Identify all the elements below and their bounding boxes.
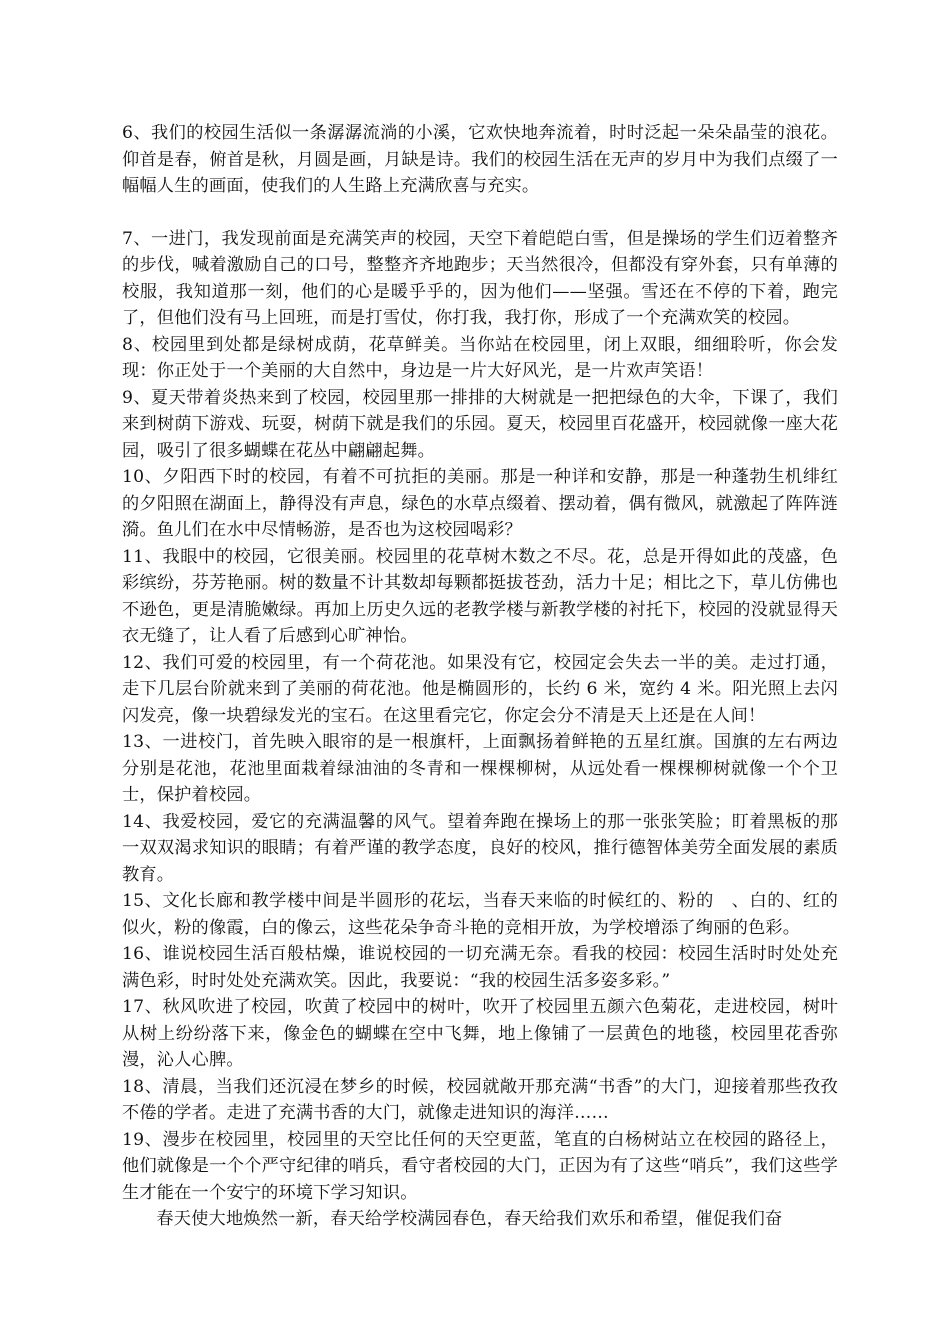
paragraph-7: 7、一进门，我发现前面是充满笑声的校园，天空下着皑皑白雪，但是操场的学生们迈着整齐的步伐，喊着激励自己的口号，整整齐齐地跑步；天当然很冷，但都没有穿外套，只有单薄的校服，我知道那一刻，他们的心是暖乎乎的，因为他们——坚强。雪还在不停的下着，跑完了，但他们没有马上回班，而是打雪仗，你打我，我打你，形成了一个充满欢笑的校园。 [122, 228, 838, 328]
paragraph-14: 14、我爱校园，爱它的充满温馨的风气。望着奔跑在操场上的那一张张笑脸；盯着黑板的那一双双渴求知识的眼睛；有着严谨的教学态度，良好的校风，推行德智体美劳全面发展的素质教育。 [122, 811, 838, 885]
paragraph-19: 19、漫步在校园里，校园里的天空比任何的天空更蓝，笔直的白杨树站立在校园的路径上，他们就像是一个个严守纪律的哨兵，看守者校园的大门，正因为有了这些“哨兵”，我们这些学生才能在一个安宁的环境下学习知识。 [122, 1129, 838, 1203]
paragraph-11: 11、我眼中的校园，它很美丽。校园里的花草树木数之不尽。花，总是开得如此的茂盛，色彩缤纷，芬芳艳丽。树的数量不计其数却每颗都挺拔苍劲，活力十足；相比之下，草儿仿佛也不逊色，更是清脆嫩绿。再加上历史久远的老教学楼与新教学楼的衬托下，校园的没就显得天衣无缝了，让人看了后感到心旷神怡。 [122, 546, 838, 646]
paragraph-6: 6、我们的校园生活似一条潺潺流淌的小溪，它欢快地奔流着，时时泛起一朵朵晶莹的浪花。仰首是春，俯首是秋，月圆是画，月缺是诗。我们的校园生活在无声的岁月中为我们点缀了一幅幅人生的画面，使我们的人生路上充满欣喜与充实。 [122, 123, 838, 196]
paragraph-16: 16、谁说校园生活百般枯燥，谁说校园的一切充满无奈。看我的校园：校园生活时时处处充满色彩，时时处处充满欢笑。因此，我要说：“我的校园生活多姿多彩。” [122, 944, 838, 991]
document-body [122, 120, 838, 1233]
paragraph-15: 15、文化长廊和教学楼中间是半圆形的花坛，当春天来临的时候红的、粉的 、白的、红的似火，粉的像霞，白的像云，这些花朵争奇斗艳的竞相开放，为学校增添了绚丽的色彩。 [122, 891, 838, 938]
paragraph-13: 13、一进校门，首先映入眼帘的是一根旗杆，上面飘扬着鲜艳的五星红旗。国旗的左右两边分别是花池，花池里面栽着绿油油的冬青和一棵棵柳树，从远处看一棵棵柳树就像一个个卫士，保护着校园。 [122, 732, 838, 805]
paragraph-10: 10、夕阳西下时的校园，有着不可抗拒的美丽。那是一种详和安静，那是一种蓬勃生机绯红的夕阳照在湖面上，静得没有声息，绿色的水草点缀着、摆动着，偶有微风，就激起了阵阵涟漪。鱼儿们在水中尽情畅游，是否也为这校园喝彩？ [122, 467, 838, 540]
paragraph-12: 12、我们可爱的校园里，有一个荷花池。如果没有它，校园定会失去一半的美。走过打通，走下几层台阶就来到了美丽的荷花池。他是椭圆形的，长约 6 米，宽约 4 米。阳光照上去闪闪发亮，像一块碧绿发光的宝石。在这里看完它，你定会分不清是天上还是在人间！ [122, 652, 838, 726]
paragraph-18: 18、清晨，当我们还沉浸在梦乡的时候，校园就敞开那充满“书香”的大门，迎接着那些孜孜不倦的学者。走进了充满书香的大门，就像走进知识的海洋…… [122, 1076, 838, 1123]
paragraph-17: 17、秋风吹进了校园，吹黄了校园中的树叶，吹开了校园里五颜六色菊花，走进校园，树叶从树上纷纷落下来，像金色的蝴蝶在空中飞舞，地上像铺了一层黄色的地毯，校园里花香弥漫，沁人心脾。 [122, 997, 838, 1070]
paragraph-9: 9、夏天带着炎热来到了校园，校园里那一排排的大树就是一把把绿色的大伞，下课了，我们来到树荫下游戏、玩耍，树荫下就是我们的乐园。夏天，校园里百花盛开，校园就像一座大花园，吸引了很多蝴蝶在花丛中翩翩起舞。 [122, 387, 838, 461]
paragraph-8: 8、校园里到处都是绿树成荫，花草鲜美。当你站在校园里，闭上双眼，细细聆听，你会发现：你正处于一个美丽的大自然中，身边是一片大好风光，是一片欢声笑语！ [122, 334, 838, 381]
paragraph-closing: 春天使大地焕然一新，春天给学校满园春色，春天给我们欢乐和希望，催促我们奋 [156, 1209, 783, 1229]
